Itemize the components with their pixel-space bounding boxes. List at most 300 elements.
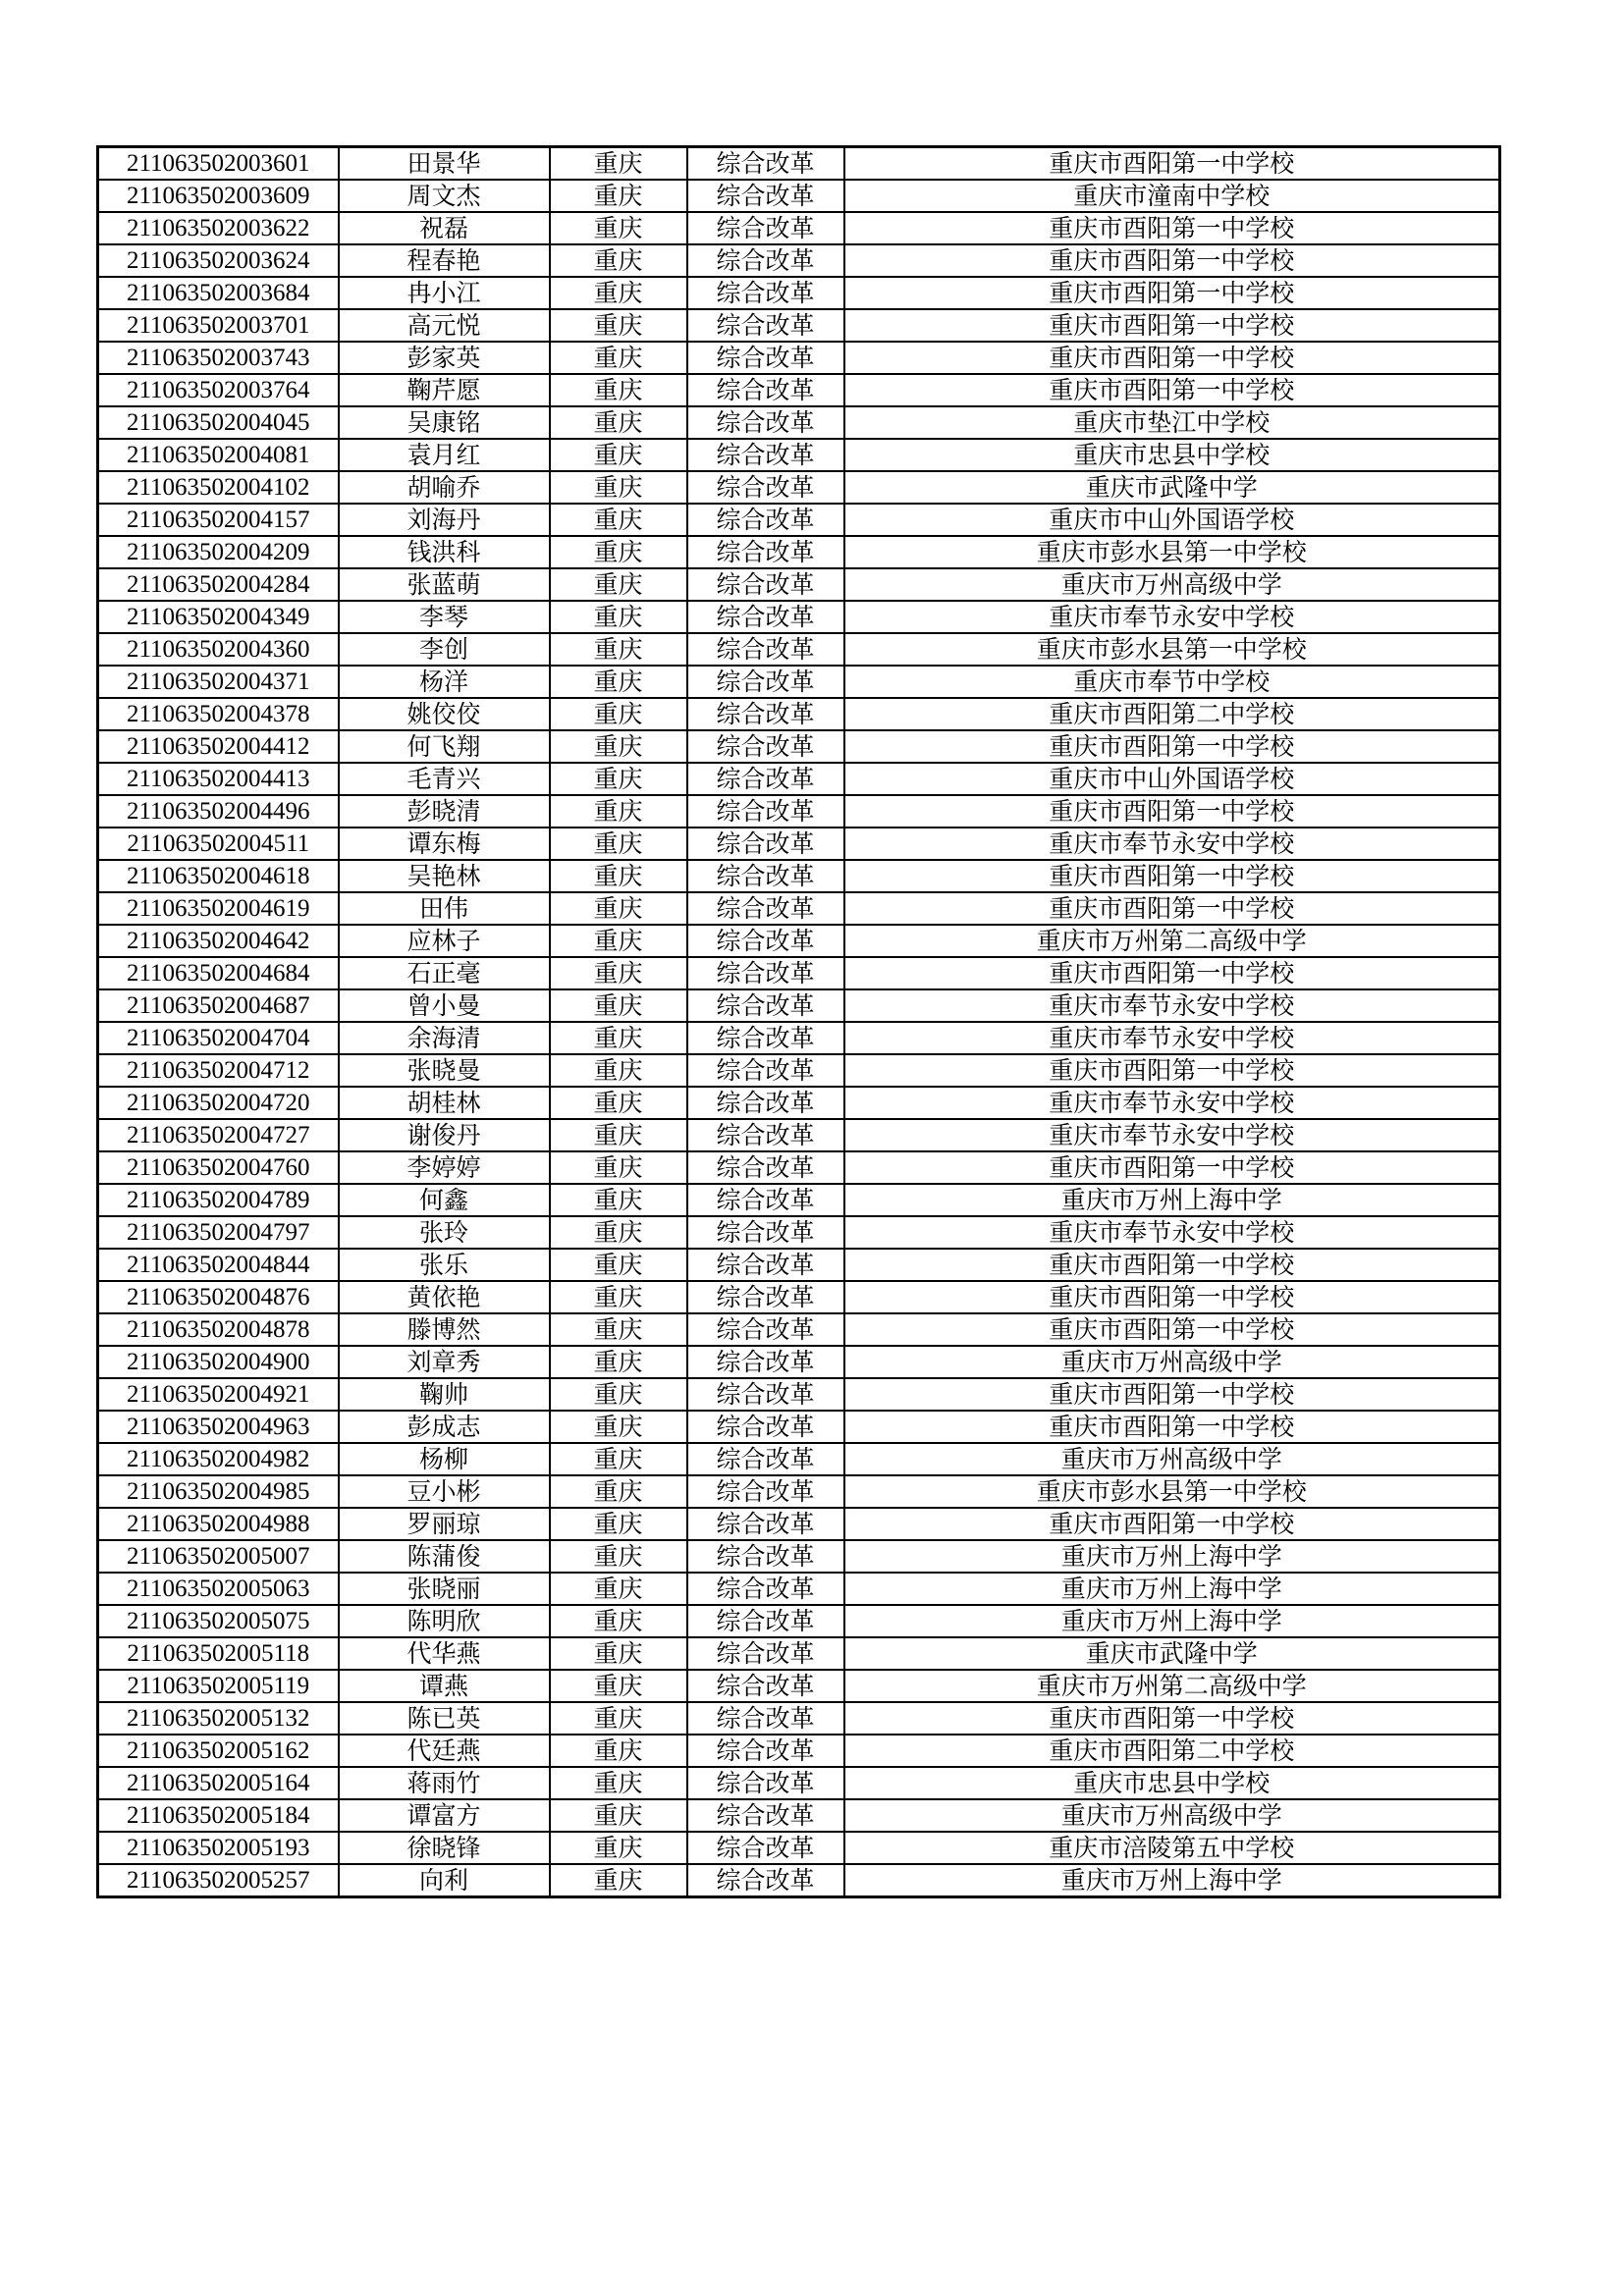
cell-region: 重庆 (550, 504, 687, 536)
cell-name: 李琴 (339, 601, 550, 633)
cell-school: 重庆市万州上海中学 (844, 1864, 1500, 1897)
cell-name: 张玲 (339, 1216, 550, 1249)
cell-candidate-id: 211063502003764 (98, 374, 339, 406)
cell-name: 袁月红 (339, 439, 550, 471)
cell-region: 重庆 (550, 1378, 687, 1411)
table-row (98, 860, 1500, 892)
cell-name: 高元悦 (339, 309, 550, 342)
cell-candidate-id: 211063502005184 (98, 1799, 339, 1832)
cell-candidate-id: 211063502004360 (98, 633, 339, 666)
cell-exam-type: 综合改革 (687, 1670, 844, 1702)
cell-exam-type: 综合改革 (687, 1508, 844, 1540)
cell-name: 田伟 (339, 892, 550, 925)
cell-region: 重庆 (550, 795, 687, 828)
cell-region: 重庆 (550, 957, 687, 989)
cell-region: 重庆 (550, 471, 687, 504)
cell-region: 重庆 (550, 1475, 687, 1508)
cell-candidate-id: 211063502004378 (98, 698, 339, 730)
cell-name: 黄依艳 (339, 1281, 550, 1313)
cell-school: 重庆市涪陵第五中学校 (844, 1832, 1500, 1864)
table-row (98, 1151, 1500, 1184)
cell-region: 重庆 (550, 925, 687, 957)
cell-exam-type: 综合改革 (687, 1637, 844, 1670)
cell-candidate-id: 211063502005193 (98, 1832, 339, 1864)
cell-exam-type: 综合改革 (687, 1832, 844, 1864)
cell-region: 重庆 (550, 147, 687, 181)
cell-name: 石正毫 (339, 957, 550, 989)
cell-school: 重庆市万州高级中学 (844, 1443, 1500, 1475)
cell-name: 刘章秀 (339, 1346, 550, 1378)
cell-exam-type: 综合改革 (687, 1119, 844, 1151)
cell-name: 滕博然 (339, 1313, 550, 1346)
cell-school: 重庆市酉阳第一中学校 (844, 1508, 1500, 1540)
cell-candidate-id: 211063502004684 (98, 957, 339, 989)
table-row (98, 568, 1500, 601)
cell-candidate-id: 211063502005063 (98, 1573, 339, 1605)
table-row (98, 212, 1500, 244)
cell-exam-type: 综合改革 (687, 892, 844, 925)
cell-name: 冉小江 (339, 277, 550, 309)
cell-exam-type: 综合改革 (687, 342, 844, 374)
cell-school: 重庆市酉阳第一中学校 (844, 957, 1500, 989)
cell-candidate-id: 211063502004371 (98, 666, 339, 698)
cell-exam-type: 综合改革 (687, 666, 844, 698)
cell-name: 代华燕 (339, 1637, 550, 1670)
cell-exam-type: 综合改革 (687, 828, 844, 860)
cell-region: 重庆 (550, 666, 687, 698)
table-row (98, 1573, 1500, 1605)
table-row (98, 471, 1500, 504)
cell-candidate-id: 211063502004209 (98, 536, 339, 568)
cell-candidate-id: 211063502004797 (98, 1216, 339, 1249)
cell-school: 重庆市彭水县第一中学校 (844, 1475, 1500, 1508)
cell-exam-type: 综合改革 (687, 374, 844, 406)
cell-school: 重庆市奉节永安中学校 (844, 1087, 1500, 1119)
cell-exam-type: 综合改革 (687, 1573, 844, 1605)
cell-exam-type: 综合改革 (687, 1378, 844, 1411)
cell-school: 重庆市万州高级中学 (844, 1799, 1500, 1832)
cell-name: 谭燕 (339, 1670, 550, 1702)
cell-region: 重庆 (550, 1119, 687, 1151)
cell-region: 重庆 (550, 1216, 687, 1249)
cell-school: 重庆市中山外国语学校 (844, 763, 1500, 795)
cell-exam-type: 综合改革 (687, 439, 844, 471)
cell-exam-type: 综合改革 (687, 1605, 844, 1637)
cell-candidate-id: 211063502004720 (98, 1087, 339, 1119)
cell-candidate-id: 211063502004618 (98, 860, 339, 892)
cell-region: 重庆 (550, 244, 687, 277)
cell-exam-type: 综合改革 (687, 925, 844, 957)
table-row (98, 536, 1500, 568)
cell-candidate-id: 211063502005132 (98, 1702, 339, 1735)
cell-candidate-id: 211063502003701 (98, 309, 339, 342)
cell-school: 重庆市武隆中学 (844, 1637, 1500, 1670)
cell-region: 重庆 (550, 1281, 687, 1313)
cell-region: 重庆 (550, 1735, 687, 1767)
cell-region: 重庆 (550, 568, 687, 601)
cell-region: 重庆 (550, 1346, 687, 1378)
cell-candidate-id: 211063502004511 (98, 828, 339, 860)
cell-name: 张晓曼 (339, 1054, 550, 1087)
cell-name: 姚佼佼 (339, 698, 550, 730)
cell-name: 豆小彬 (339, 1475, 550, 1508)
cell-school: 重庆市酉阳第一中学校 (844, 1378, 1500, 1411)
cell-region: 重庆 (550, 1054, 687, 1087)
cell-candidate-id: 211063502004412 (98, 730, 339, 763)
cell-candidate-id: 211063502004789 (98, 1184, 339, 1216)
table-row (98, 892, 1500, 925)
table-row (98, 1249, 1500, 1281)
cell-exam-type: 综合改革 (687, 1087, 844, 1119)
cell-candidate-id: 211063502004413 (98, 763, 339, 795)
table-row (98, 1767, 1500, 1799)
table-row (98, 925, 1500, 957)
cell-name: 彭成志 (339, 1411, 550, 1443)
table-row (98, 1411, 1500, 1443)
cell-candidate-id: 211063502004642 (98, 925, 339, 957)
cell-exam-type: 综合改革 (687, 309, 844, 342)
cell-region: 重庆 (550, 1832, 687, 1864)
cell-school: 重庆市奉节永安中学校 (844, 989, 1500, 1022)
cell-exam-type: 综合改革 (687, 1735, 844, 1767)
cell-school: 重庆市酉阳第一中学校 (844, 860, 1500, 892)
table-row (98, 1184, 1500, 1216)
cell-exam-type: 综合改革 (687, 471, 844, 504)
table-row (98, 439, 1500, 471)
cell-exam-type: 综合改革 (687, 536, 844, 568)
cell-name: 代廷燕 (339, 1735, 550, 1767)
roster-table (96, 145, 1501, 1898)
cell-school: 重庆市酉阳第一中学校 (844, 212, 1500, 244)
cell-school: 重庆市奉节永安中学校 (844, 1119, 1500, 1151)
table-row (98, 504, 1500, 536)
table-row (98, 698, 1500, 730)
cell-candidate-id: 211063502004900 (98, 1346, 339, 1378)
cell-region: 重庆 (550, 180, 687, 212)
cell-region: 重庆 (550, 1702, 687, 1735)
table-row (98, 1475, 1500, 1508)
table-row (98, 1119, 1500, 1151)
cell-name: 鞠帅 (339, 1378, 550, 1411)
cell-school: 重庆市奉节永安中学校 (844, 1022, 1500, 1054)
cell-candidate-id: 211063502004878 (98, 1313, 339, 1346)
cell-exam-type: 综合改革 (687, 633, 844, 666)
cell-exam-type: 综合改革 (687, 1151, 844, 1184)
cell-name: 张乐 (339, 1249, 550, 1281)
cell-name: 田景华 (339, 147, 550, 181)
cell-school: 重庆市中山外国语学校 (844, 504, 1500, 536)
cell-candidate-id: 211063502004102 (98, 471, 339, 504)
cell-name: 张蓝萌 (339, 568, 550, 601)
cell-school: 重庆市奉节中学校 (844, 666, 1500, 698)
cell-exam-type: 综合改革 (687, 1540, 844, 1573)
cell-exam-type: 综合改革 (687, 277, 844, 309)
table-row (98, 666, 1500, 698)
cell-school: 重庆市酉阳第二中学校 (844, 698, 1500, 730)
cell-region: 重庆 (550, 439, 687, 471)
roster-table-container (96, 145, 1498, 1898)
cell-region: 重庆 (550, 1184, 687, 1216)
cell-school: 重庆市酉阳第一中学校 (844, 309, 1500, 342)
cell-school: 重庆市万州上海中学 (844, 1573, 1500, 1605)
table-row (98, 1540, 1500, 1573)
table-row (98, 1313, 1500, 1346)
table-row (98, 180, 1500, 212)
cell-exam-type: 综合改革 (687, 1184, 844, 1216)
cell-region: 重庆 (550, 1249, 687, 1281)
cell-school: 重庆市万州上海中学 (844, 1605, 1500, 1637)
cell-exam-type: 综合改革 (687, 957, 844, 989)
cell-school: 重庆市万州高级中学 (844, 1346, 1500, 1378)
table-row (98, 1605, 1500, 1637)
table-row (98, 1022, 1500, 1054)
cell-exam-type: 综合改革 (687, 1054, 844, 1087)
cell-name: 钱洪科 (339, 536, 550, 568)
cell-school: 重庆市酉阳第一中学校 (844, 1151, 1500, 1184)
table-row (98, 406, 1500, 439)
table-row (98, 1054, 1500, 1087)
cell-school: 重庆市彭水县第一中学校 (844, 536, 1500, 568)
cell-school: 重庆市酉阳第一中学校 (844, 147, 1500, 181)
cell-candidate-id: 211063502003601 (98, 147, 339, 181)
table-row (98, 989, 1500, 1022)
cell-region: 重庆 (550, 1605, 687, 1637)
cell-region: 重庆 (550, 406, 687, 439)
cell-school: 重庆市潼南中学校 (844, 180, 1500, 212)
cell-exam-type: 综合改革 (687, 504, 844, 536)
cell-name: 徐晓锋 (339, 1832, 550, 1864)
cell-school: 重庆市万州第二高级中学 (844, 1670, 1500, 1702)
cell-candidate-id: 211063502005164 (98, 1767, 339, 1799)
cell-exam-type: 综合改革 (687, 406, 844, 439)
table-row (98, 1281, 1500, 1313)
cell-candidate-id: 211063502004284 (98, 568, 339, 601)
cell-exam-type: 综合改革 (687, 1864, 844, 1897)
cell-region: 重庆 (550, 1864, 687, 1897)
cell-school: 重庆市酉阳第一中学校 (844, 730, 1500, 763)
cell-region: 重庆 (550, 989, 687, 1022)
cell-region: 重庆 (550, 633, 687, 666)
table-row (98, 1832, 1500, 1864)
cell-exam-type: 综合改革 (687, 568, 844, 601)
table-row (98, 795, 1500, 828)
cell-region: 重庆 (550, 1022, 687, 1054)
cell-school: 重庆市酉阳第一中学校 (844, 1249, 1500, 1281)
table-row (98, 1508, 1500, 1540)
cell-school: 重庆市酉阳第一中学校 (844, 342, 1500, 374)
cell-region: 重庆 (550, 860, 687, 892)
cell-name: 曾小曼 (339, 989, 550, 1022)
cell-region: 重庆 (550, 1151, 687, 1184)
cell-exam-type: 综合改革 (687, 795, 844, 828)
cell-name: 何鑫 (339, 1184, 550, 1216)
cell-candidate-id: 211063502005162 (98, 1735, 339, 1767)
cell-candidate-id: 211063502004687 (98, 989, 339, 1022)
cell-name: 向利 (339, 1864, 550, 1897)
cell-region: 重庆 (550, 1411, 687, 1443)
table-row (98, 1378, 1500, 1411)
cell-candidate-id: 211063502003743 (98, 342, 339, 374)
cell-region: 重庆 (550, 309, 687, 342)
cell-region: 重庆 (550, 828, 687, 860)
cell-name: 鞠芹愿 (339, 374, 550, 406)
cell-name: 谭富方 (339, 1799, 550, 1832)
cell-region: 重庆 (550, 1767, 687, 1799)
table-row (98, 828, 1500, 860)
table-row (98, 633, 1500, 666)
cell-name: 蒋雨竹 (339, 1767, 550, 1799)
cell-region: 重庆 (550, 601, 687, 633)
cell-region: 重庆 (550, 1799, 687, 1832)
cell-region: 重庆 (550, 1670, 687, 1702)
cell-candidate-id: 211063502004963 (98, 1411, 339, 1443)
table-row (98, 1735, 1500, 1767)
cell-name: 胡桂林 (339, 1087, 550, 1119)
table-row (98, 1443, 1500, 1475)
cell-candidate-id: 211063502004045 (98, 406, 339, 439)
table-row (98, 1087, 1500, 1119)
cell-school: 重庆市酉阳第一中学校 (844, 374, 1500, 406)
cell-candidate-id: 211063502003609 (98, 180, 339, 212)
cell-exam-type: 综合改革 (687, 1281, 844, 1313)
cell-school: 重庆市酉阳第一中学校 (844, 1411, 1500, 1443)
cell-name: 李创 (339, 633, 550, 666)
cell-name: 谢俊丹 (339, 1119, 550, 1151)
cell-region: 重庆 (550, 212, 687, 244)
cell-name: 吴康铭 (339, 406, 550, 439)
table-row (98, 1799, 1500, 1832)
cell-region: 重庆 (550, 698, 687, 730)
cell-region: 重庆 (550, 1540, 687, 1573)
cell-name: 陈蒲俊 (339, 1540, 550, 1573)
cell-exam-type: 综合改革 (687, 1475, 844, 1508)
cell-name: 谭东梅 (339, 828, 550, 860)
cell-candidate-id: 211063502003622 (98, 212, 339, 244)
cell-school: 重庆市万州高级中学 (844, 568, 1500, 601)
cell-region: 重庆 (550, 1573, 687, 1605)
cell-candidate-id: 211063502005075 (98, 1605, 339, 1637)
cell-exam-type: 综合改革 (687, 860, 844, 892)
cell-name: 罗丽琼 (339, 1508, 550, 1540)
cell-candidate-id: 211063502004982 (98, 1443, 339, 1475)
cell-school: 重庆市奉节永安中学校 (844, 828, 1500, 860)
cell-school: 重庆市万州第二高级中学 (844, 925, 1500, 957)
cell-candidate-id: 211063502004081 (98, 439, 339, 471)
cell-candidate-id: 211063502004876 (98, 1281, 339, 1313)
cell-school: 重庆市奉节永安中学校 (844, 1216, 1500, 1249)
table-row (98, 342, 1500, 374)
cell-region: 重庆 (550, 730, 687, 763)
cell-region: 重庆 (550, 1313, 687, 1346)
table-row (98, 374, 1500, 406)
cell-candidate-id: 211063502004349 (98, 601, 339, 633)
cell-name: 陈明欣 (339, 1605, 550, 1637)
cell-school: 重庆市酉阳第一中学校 (844, 277, 1500, 309)
cell-school: 重庆市彭水县第一中学校 (844, 633, 1500, 666)
cell-region: 重庆 (550, 374, 687, 406)
table-row (98, 763, 1500, 795)
cell-candidate-id: 211063502004619 (98, 892, 339, 925)
cell-school: 重庆市忠县中学校 (844, 1767, 1500, 1799)
cell-school: 重庆市奉节永安中学校 (844, 601, 1500, 633)
cell-name: 胡喻乔 (339, 471, 550, 504)
cell-exam-type: 综合改革 (687, 1216, 844, 1249)
table-row (98, 244, 1500, 277)
cell-exam-type: 综合改革 (687, 1346, 844, 1378)
cell-name: 应林子 (339, 925, 550, 957)
table-row (98, 147, 1500, 181)
table-row (98, 1216, 1500, 1249)
cell-name: 周文杰 (339, 180, 550, 212)
cell-candidate-id: 211063502004704 (98, 1022, 339, 1054)
cell-region: 重庆 (550, 1087, 687, 1119)
cell-name: 李婷婷 (339, 1151, 550, 1184)
cell-name: 杨洋 (339, 666, 550, 698)
cell-region: 重庆 (550, 1508, 687, 1540)
cell-school: 重庆市酉阳第一中学校 (844, 1702, 1500, 1735)
cell-name: 彭晓清 (339, 795, 550, 828)
table-row (98, 309, 1500, 342)
cell-name: 毛青兴 (339, 763, 550, 795)
cell-exam-type: 综合改革 (687, 763, 844, 795)
cell-region: 重庆 (550, 342, 687, 374)
cell-exam-type: 综合改革 (687, 1443, 844, 1475)
cell-candidate-id: 211063502004985 (98, 1475, 339, 1508)
cell-school: 重庆市万州上海中学 (844, 1540, 1500, 1573)
cell-school: 重庆市垫江中学校 (844, 406, 1500, 439)
cell-candidate-id: 211063502004921 (98, 1378, 339, 1411)
cell-candidate-id: 211063502005257 (98, 1864, 339, 1897)
cell-school: 重庆市酉阳第一中学校 (844, 1281, 1500, 1313)
cell-candidate-id: 211063502003624 (98, 244, 339, 277)
table-row (98, 601, 1500, 633)
cell-region: 重庆 (550, 763, 687, 795)
cell-school: 重庆市酉阳第二中学校 (844, 1735, 1500, 1767)
cell-exam-type: 综合改革 (687, 1313, 844, 1346)
cell-school: 重庆市万州上海中学 (844, 1184, 1500, 1216)
cell-exam-type: 综合改革 (687, 1767, 844, 1799)
cell-candidate-id: 211063502005007 (98, 1540, 339, 1573)
cell-candidate-id: 211063502005119 (98, 1670, 339, 1702)
table-row (98, 957, 1500, 989)
cell-school: 重庆市酉阳第一中学校 (844, 244, 1500, 277)
cell-school: 重庆市酉阳第一中学校 (844, 892, 1500, 925)
cell-exam-type: 综合改革 (687, 212, 844, 244)
cell-candidate-id: 211063502005118 (98, 1637, 339, 1670)
cell-name: 吴艳林 (339, 860, 550, 892)
cell-name: 张晓丽 (339, 1573, 550, 1605)
cell-region: 重庆 (550, 892, 687, 925)
cell-candidate-id: 211063502004760 (98, 1151, 339, 1184)
cell-exam-type: 综合改革 (687, 601, 844, 633)
cell-name: 程春艳 (339, 244, 550, 277)
cell-region: 重庆 (550, 1443, 687, 1475)
cell-exam-type: 综合改革 (687, 244, 844, 277)
cell-exam-type: 综合改革 (687, 1022, 844, 1054)
cell-exam-type: 综合改革 (687, 1411, 844, 1443)
cell-school: 重庆市酉阳第一中学校 (844, 795, 1500, 828)
table-row (98, 1864, 1500, 1897)
cell-region: 重庆 (550, 536, 687, 568)
cell-name: 陈已英 (339, 1702, 550, 1735)
cell-candidate-id: 211063502004496 (98, 795, 339, 828)
cell-exam-type: 综合改革 (687, 180, 844, 212)
cell-name: 刘海丹 (339, 504, 550, 536)
cell-school: 重庆市武隆中学 (844, 471, 1500, 504)
cell-candidate-id: 211063502004727 (98, 1119, 339, 1151)
cell-candidate-id: 211063502004988 (98, 1508, 339, 1540)
table-row (98, 1702, 1500, 1735)
